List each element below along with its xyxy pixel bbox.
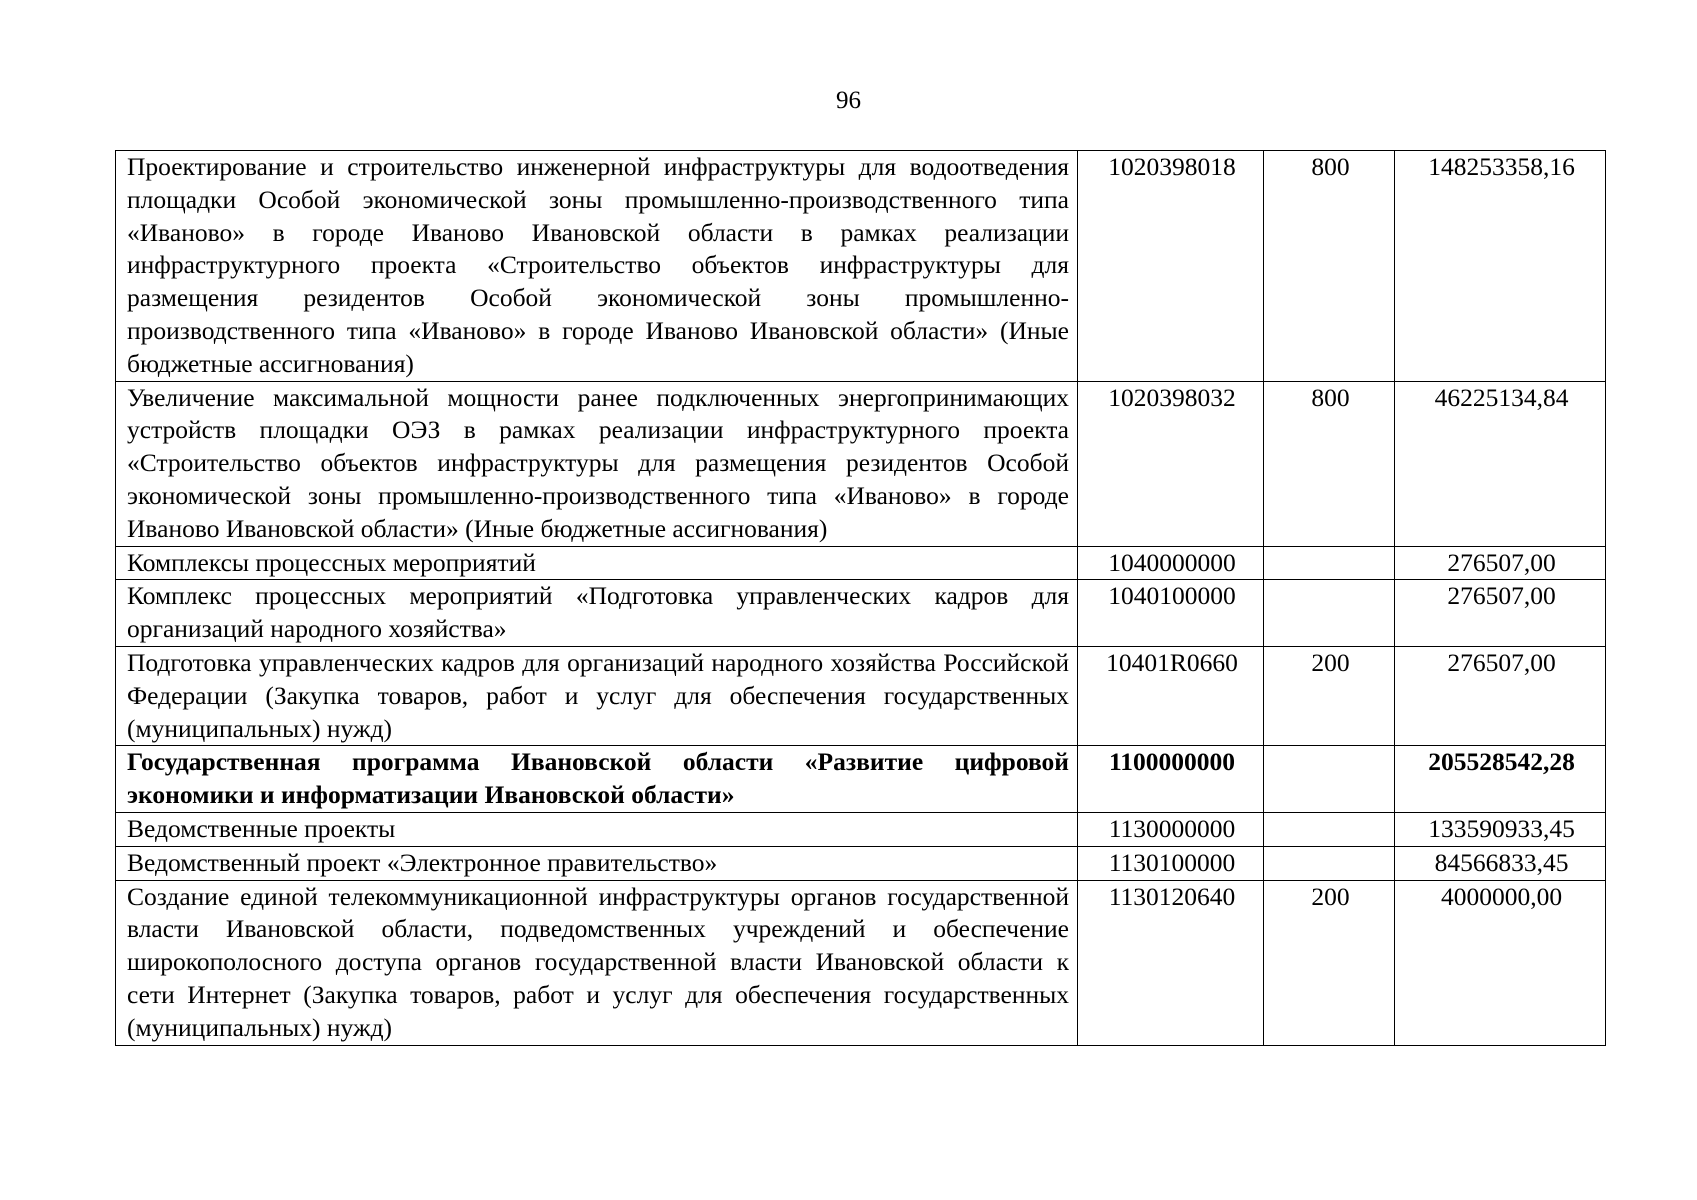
budget-table — [115, 150, 1606, 1046]
table-row — [116, 546, 1606, 580]
item-name: Ведомственные проекты — [116, 812, 1078, 846]
item-name: Государственная программа Ивановской области «Развитие цифровой экономики и информатизации Ивановской области» — [116, 746, 1078, 813]
item-amount: 133590933,45 — [1395, 812, 1606, 846]
expense-type — [1264, 746, 1395, 813]
item-code: 1130100000 — [1078, 846, 1264, 880]
table-row — [116, 381, 1606, 546]
expense-type: 200 — [1264, 646, 1395, 745]
item-code: 1020398018 — [1078, 151, 1264, 382]
item-amount: 4000000,00 — [1395, 880, 1606, 1045]
item-name: Подготовка управленческих кадров для организаций народного хозяйства Российской Федерации (Закупка товаров, работ и услуг для обеспечения государственных (муниципальных) нужд) — [116, 646, 1078, 745]
item-code: 1040000000 — [1078, 546, 1264, 580]
item-amount: 148253358,16 — [1395, 151, 1606, 382]
item-name: Увеличение максимальной мощности ранее подключенных энергопринимающих устройств площадки ОЭЗ в рамках реализации инфраструктурного проекта «Строительство объектов инфраструктуры для размещения резидентов Особой экономической зоны промышленно-производственного типа «Иваново» в городе Иваново Ивановской области» (Иные бюджетные ассигнования) — [116, 381, 1078, 546]
item-amount: 205528542,28 — [1395, 746, 1606, 813]
item-amount: 84566833,45 — [1395, 846, 1606, 880]
expense-type — [1264, 580, 1395, 647]
item-code: 1100000000 — [1078, 746, 1264, 813]
item-code: 1130120640 — [1078, 880, 1264, 1045]
item-amount: 276507,00 — [1395, 580, 1606, 647]
item-name: Проектирование и строительство инженерной инфраструктуры для водоотведения площадки Особой экономической зоны промышленно-производственного типа «Иваново» в городе Иваново Ивановской области в рамках реализации инфраструктурного проекта «Строительство объектов инфраструктуры для размещения резидентов Особой экономической зоны промышленно-производственного типа «Иваново» в городе Иваново Ивановской области» (Иные бюджетные ассигнования) — [116, 151, 1078, 382]
expense-type — [1264, 812, 1395, 846]
item-code: 1040100000 — [1078, 580, 1264, 647]
table-row — [116, 880, 1606, 1045]
expense-type: 800 — [1264, 151, 1395, 382]
table-row — [116, 846, 1606, 880]
item-name: Комплексы процессных мероприятий — [116, 546, 1078, 580]
table-row — [116, 646, 1606, 745]
table-row — [116, 812, 1606, 846]
expense-type — [1264, 846, 1395, 880]
item-code: 1020398032 — [1078, 381, 1264, 546]
item-code: 10401R0660 — [1078, 646, 1264, 745]
table-row — [116, 580, 1606, 647]
page-number: 96 — [836, 87, 861, 114]
item-name: Ведомственный проект «Электронное правительство» — [116, 846, 1078, 880]
item-code: 1130000000 — [1078, 812, 1264, 846]
table-row-program-total — [116, 746, 1606, 813]
table-row — [116, 151, 1606, 382]
item-name: Создание единой телекоммуникационной инфраструктуры органов государственной власти Ивановской области, подведомственных учреждений и обеспечение широкополосного доступа органов государственной власти Ивановской области к сети Интернет (Закупка товаров, работ и услуг для обеспечения государственных (муниципальных) нужд) — [116, 880, 1078, 1045]
item-amount: 276507,00 — [1395, 546, 1606, 580]
expense-type — [1264, 546, 1395, 580]
expense-type: 200 — [1264, 880, 1395, 1045]
item-name: Комплекс процессных мероприятий «Подготовка управленческих кадров для организаций народного хозяйства» — [116, 580, 1078, 647]
item-amount: 46225134,84 — [1395, 381, 1606, 546]
expense-type: 800 — [1264, 381, 1395, 546]
item-amount: 276507,00 — [1395, 646, 1606, 745]
